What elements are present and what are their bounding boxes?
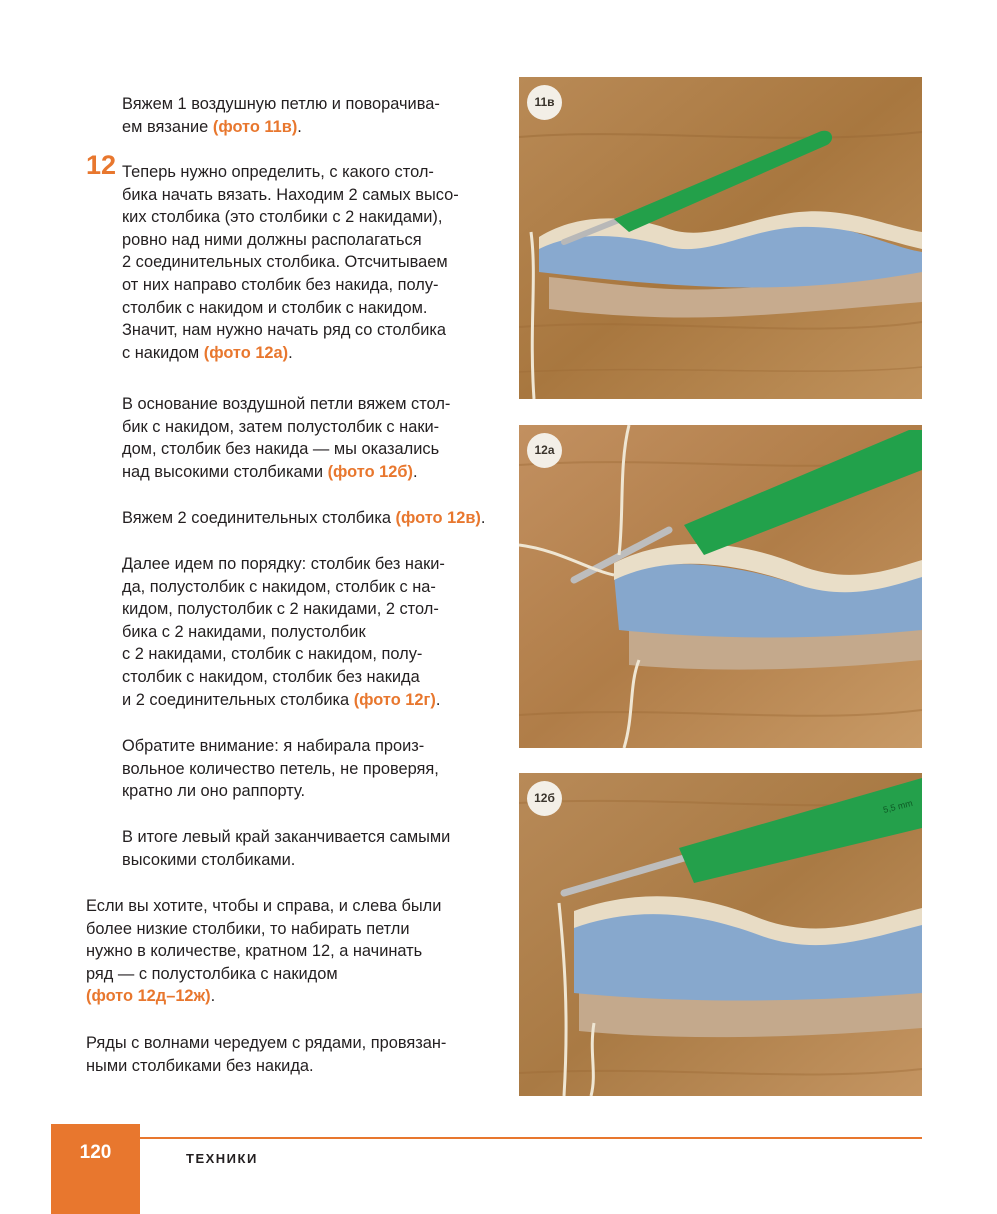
page-number: 120	[79, 1142, 112, 1163]
photo-reference: (фото 12д–12ж)	[86, 987, 211, 1006]
text-line	[122, 689, 445, 712]
text-line: бика начать вязать. Находим 2 самых высо-	[122, 185, 459, 204]
crochet-photo-illustration	[519, 425, 922, 748]
photo-label: 12а	[527, 433, 562, 468]
text-line: Обратите внимание: я набирала произ-	[122, 737, 425, 755]
text-line: ровно над ними должны располагаться	[122, 230, 422, 249]
photo-reference: (фото 11в)	[212, 117, 298, 136]
text-line: 2 соединительных столбика. Отсчитываем	[122, 253, 448, 272]
text-line: Ряды с волнами чередуем с рядами, провязан-	[86, 1034, 447, 1052]
text-line	[122, 461, 450, 484]
footer-rule	[51, 1137, 922, 1139]
text-line: ких столбика (это столбики с 2 накидами),	[122, 208, 443, 227]
photo-reference: (фото 12б)	[327, 462, 413, 481]
text-span: .	[210, 987, 216, 1006]
photo-label: 11в	[527, 85, 562, 120]
text-line	[86, 985, 441, 1008]
text-span: с накидом	[122, 343, 204, 362]
page-number-box	[51, 1124, 140, 1214]
text-span: над высокими столбиками	[122, 462, 328, 481]
text-line: столбик с накидом, столбик без накида	[122, 667, 420, 686]
text-line	[122, 507, 485, 530]
text-span: .	[297, 117, 302, 136]
paragraph-base-stitch	[122, 393, 450, 483]
paragraph-left-edge	[122, 826, 450, 871]
text-line: от них направо столбик без накида, полу-	[122, 275, 439, 294]
paragraph-step-12	[122, 161, 459, 364]
photo-label: 12б	[527, 781, 562, 816]
photo-12a	[519, 425, 922, 748]
text-line: В основание воздушной петли вяжем стол-	[122, 395, 451, 413]
text-span: Вяжем 2 соединительных столбика	[122, 509, 396, 527]
hook-size-marking: 5,5 mm	[882, 797, 914, 815]
text-span: ем вязание	[122, 117, 213, 136]
text-line: кидом, полустолбик с 2 накидами, 2 стол-	[122, 600, 439, 619]
text-line: Значит, нам нужно начать ряд со столбика	[122, 321, 447, 340]
text-line: Если вы хотите, чтобы и справа, и слева были	[86, 897, 442, 915]
paragraph-slip-stitches	[122, 507, 485, 530]
text-span: .	[435, 690, 441, 709]
text-line: Вяжем 1 воздушную петлю и поворачива-	[122, 95, 440, 113]
text-line: дом, столбик без накида — мы оказались	[122, 440, 440, 459]
text-line: кратно ли оно раппорту.	[122, 782, 306, 801]
text-line: бик с накидом, затем полустолбик с наки-	[122, 417, 440, 436]
text-span: .	[412, 462, 418, 481]
text-span: и 2 соединительных столбика	[122, 690, 354, 709]
step-number: 12	[86, 150, 117, 180]
text-line: высокими столбиками.	[122, 850, 296, 869]
photo-11v	[519, 77, 922, 399]
photo-reference: (фото 12в)	[395, 509, 481, 527]
text-line: Далее идем по порядку: столбик без наки-	[122, 555, 445, 573]
text-line: да, полустолбик с накидом, столбик с на-	[122, 577, 436, 596]
text-line	[122, 116, 440, 139]
section-title: ТЕХНИКИ	[186, 1151, 258, 1166]
paragraph-alternate-rows	[86, 1032, 446, 1077]
crochet-photo-illustration	[519, 773, 922, 1096]
text-line	[122, 342, 459, 365]
text-line: ными столбиками без накида.	[86, 1056, 314, 1075]
text-line: Теперь нужно определить, с какого стол-	[122, 163, 434, 181]
text-line: ряд — с полустолбика с накидом	[86, 964, 338, 983]
text-span: .	[480, 509, 486, 527]
text-line: бика с 2 накидами, полустолбик	[122, 622, 366, 641]
text-line: столбик с накидом и столбик с накидом.	[122, 298, 428, 317]
photo-reference: (фото 12г)	[353, 690, 436, 709]
paragraph-note	[122, 735, 439, 803]
text-line: более низкие столбики, то набирать петли	[86, 919, 410, 938]
crochet-photo-illustration	[519, 77, 922, 399]
text-line: вольное количество петель, не проверяя,	[122, 759, 439, 778]
paragraph-turn-work	[122, 93, 440, 138]
paragraph-stitch-order	[122, 553, 445, 711]
paragraph-low-stitches	[86, 895, 441, 1008]
text-line: с 2 накидами, столбик с накидом, полу-	[122, 645, 423, 664]
photo-reference: (фото 12а)	[203, 343, 289, 362]
text-line: нужно в количестве, кратном 12, а начинать	[86, 942, 423, 961]
text-line: В итоге левый край заканчивается самыми	[122, 828, 451, 846]
photo-12b	[519, 773, 922, 1096]
text-span: .	[288, 343, 293, 362]
